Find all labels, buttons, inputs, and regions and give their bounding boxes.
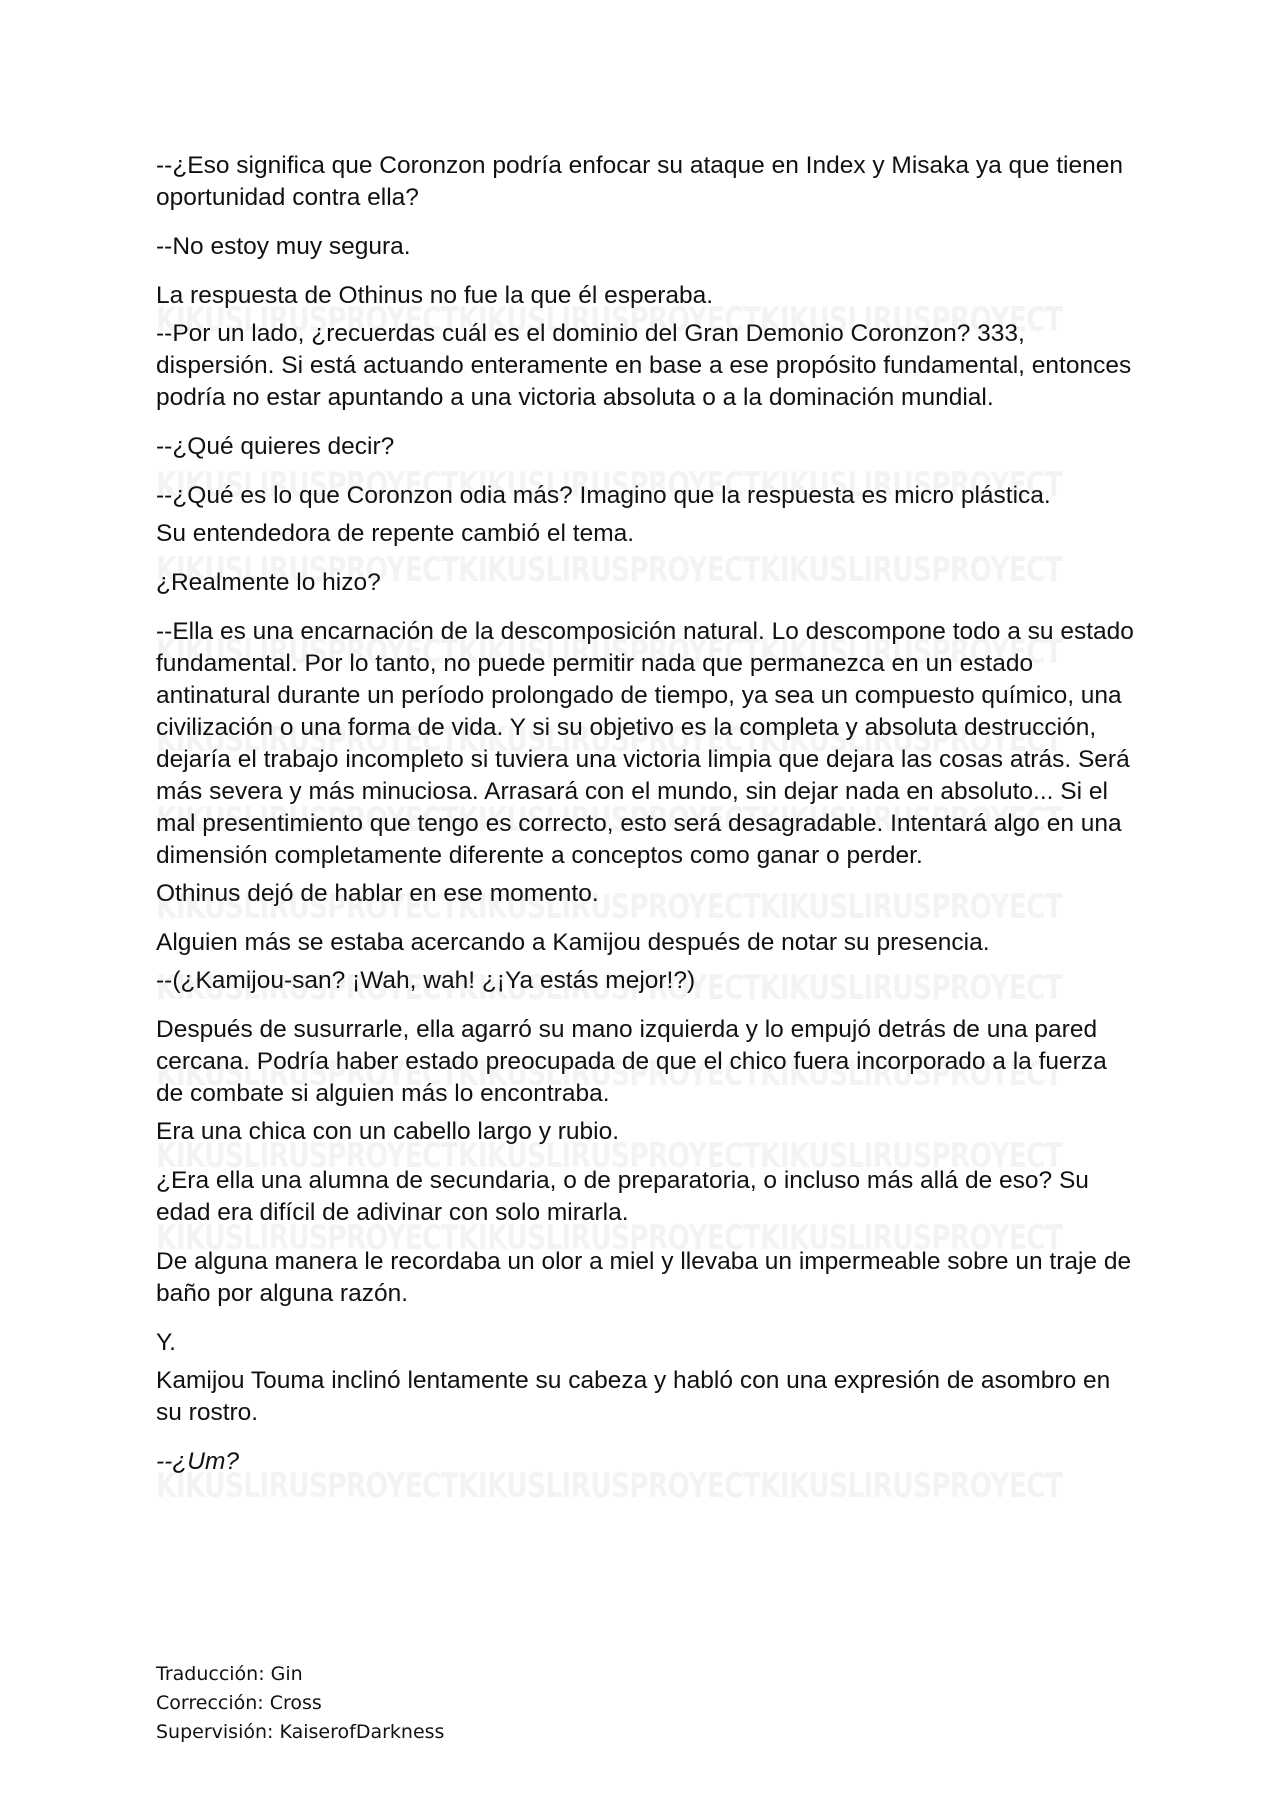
paragraph: --¿Eso significa que Coronzon podría enfocar su ataque en Index y Misaka ya que tienen oportunidad contra ella? xyxy=(156,152,1130,211)
paragraph: Su entendedora de repente cambió el tema. xyxy=(156,520,635,547)
paragraph: Othinus dejó de hablar en ese momento. xyxy=(156,880,599,907)
paragraph: --Por un lado, ¿recuerdas cuál es el dominio del Gran Demonio Coronzon? 333, dispersión. Si está actuando enteramente en base a ese propósito fundamental, entonces podría no estar apuntando a una victoria absoluta o a la dominación mundial. xyxy=(156,320,1139,411)
credits-block xyxy=(156,1660,656,1747)
paragraph: Después de susurrarle, ella agarró su mano izquierda y lo empujó detrás de una pared cercana. Podría haber estado preocupada de que el chico fuera incorporado a la fuerza de combate si alguien más lo encontraba. xyxy=(156,1016,1114,1107)
paragraph: --¿Qué quieres decir? xyxy=(156,433,395,460)
paragraph: La respuesta de Othinus no fue la que él esperaba. xyxy=(156,282,714,309)
paragraph: Kamijou Touma inclinó lentamente su cabeza y habló con una expresión de asombro en su rostro. xyxy=(156,1367,1118,1426)
document-body xyxy=(156,150,1141,1495)
paragraph: Y. xyxy=(156,1329,176,1356)
credit-supervision: Supervisión: KaiserofDarkness xyxy=(156,1721,445,1743)
paragraph: ¿Era ella una alumna de secundaria, o de preparatoria, o incluso más allá de eso? Su edad era difícil de adivinar con solo mirarla. xyxy=(156,1167,1096,1226)
credit-translation: Traducción: Gin xyxy=(156,1663,303,1685)
paragraph: ¿Realmente lo hizo? xyxy=(156,569,381,596)
paragraph: --(¿Kamijou-san? ¡Wah, wah! ¿¡Ya estás mejor!?) xyxy=(156,967,696,994)
paragraph: --¿Um? xyxy=(156,1448,240,1475)
paragraph: Alguien más se estaba acercando a Kamijou después de notar su presencia. xyxy=(156,929,990,956)
paragraph: --¿Qué es lo que Coronzon odia más? Imagino que la respuesta es micro plástica. xyxy=(156,482,1051,509)
paragraph: Era una chica con un cabello largo y rubio. xyxy=(156,1118,620,1145)
paragraph: De alguna manera le recordaba un olor a miel y llevaba un impermeable sobre un traje de baño por alguna razón. xyxy=(156,1248,1138,1307)
credit-correction: Corrección: Cross xyxy=(156,1692,322,1714)
paragraph: --No estoy muy segura. xyxy=(156,233,411,260)
paragraph: --Ella es una encarnación de la descomposición natural. Lo descompone todo a su estado fundamental. Por lo tanto, no puede permitir nada que permanezca en un estado antinatural durante un período prolongado de tiempo, ya sea un compuesto químico, una civilización o una forma de vida. Y si su objetivo es la completa y absoluta destrucción, dejaría el trabajo incompleto si tuviera una victoria limpia que dejara las cosas atrás. Será más severa y más minuciosa. Arrasará con el mundo, sin dejar nada en absoluto... Si el mal presentimiento que tengo es correcto, esto será desagradable. Intentará algo en una dimensión completamente diferente a conceptos como ganar o perder. xyxy=(156,618,1141,869)
